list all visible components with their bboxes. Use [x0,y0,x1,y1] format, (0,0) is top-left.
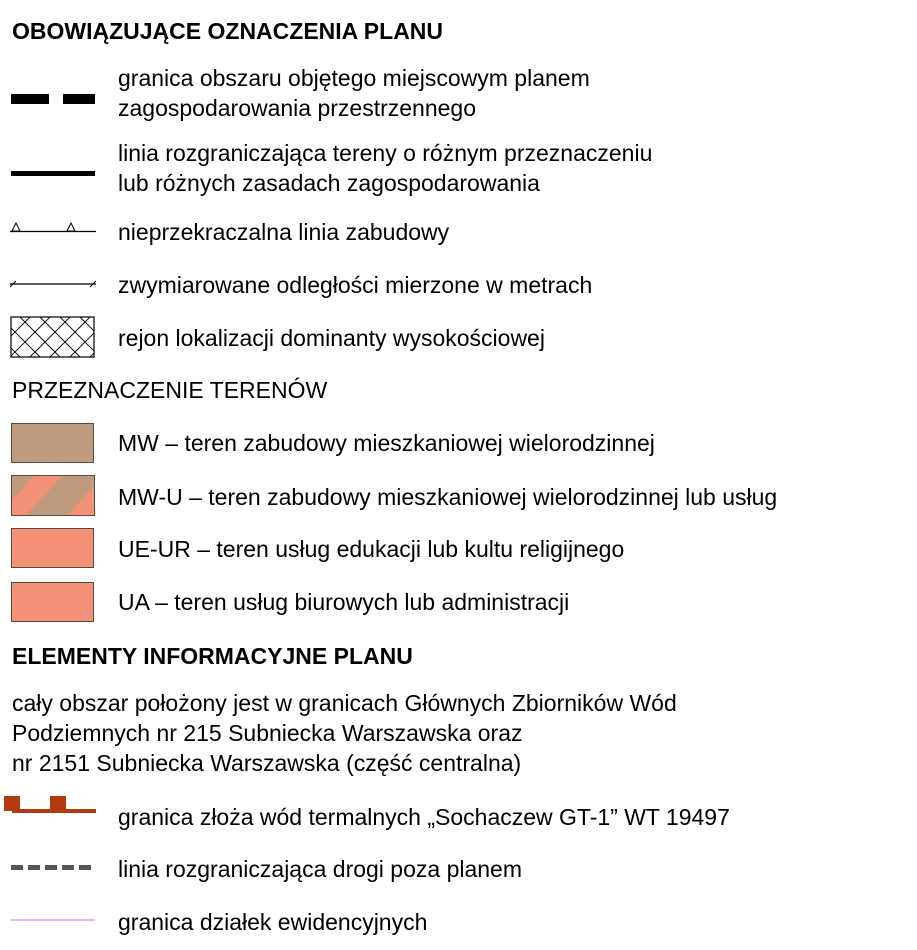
note-line: nr 2151 Subniecka Warszawska (część centralna) [12,750,522,776]
legend-label-line: granica obszaru objętego miejscowym planem [118,65,590,91]
legend-item-demarcation-line [118,138,652,198]
legend-item-ua: UA – teren usług biurowych lub administracji [118,589,570,615]
building-line-triangles-icon [10,218,98,234]
groundwater-reservoir-note [12,688,677,778]
legend-item-dominant-region [118,323,545,353]
legend-item-building-line [118,217,449,247]
legend-label-line: rejon lokalizacji dominanty wysokościowej [118,325,545,351]
parcel-boundary-pink-icon [10,918,96,922]
section-title-obligatory: OBOWIĄZUJĄCE OZNACZENIA PLANU [12,18,444,44]
swatch-ua-icon [11,582,94,622]
thermal-deposit-boundary-icon [4,796,96,816]
swatch-mw-u-striped-icon [11,475,95,516]
legend-item-dimension [118,270,592,300]
swatch-ue-ur-icon [11,528,94,568]
legend-item-plan-boundary [118,63,590,123]
note-line: cały obszar położony jest w granicach Głównych Zbiorników Wód [12,690,677,716]
legend-item-mw-u: MW-U – teren zabudowy mieszkaniowej wielorodzinnej lub usług [118,484,778,510]
legend-label-line: nieprzekraczalna linia zabudowy [118,219,450,245]
road-demarcation-dashed-icon [10,864,96,872]
legend-item-parcel-boundary: granica działek ewidencyjnych [118,909,428,935]
legend-item-mw: MW – teren zabudowy mieszkaniowej wielorodzinnej [118,430,655,456]
legend-item-ue-ur: UE-UR – teren usług edukacji lub kultu religijnego [118,536,625,562]
section-title-informational: ELEMENTY INFORMACYJNE PLANU [12,643,413,669]
demarcation-solid-line-icon [10,170,96,178]
note-line: Podziemnych nr 215 Subniecka Warszawska oraz [12,720,523,746]
section-title-land-use: PRZEZNACZENIE TERENÓW [12,377,328,403]
legend-label-line: zagospodarowania przestrzennego [118,95,477,121]
swatch-mw-icon [11,423,94,463]
legend-item-thermal-deposit: granica złoża wód termalnych „Sochaczew GT-1” WT 19497 [118,804,730,830]
plan-boundary-dashed-line-icon [10,93,96,105]
crosshatch-dominant-icon [10,316,96,358]
legend-label-line: linia rozgraniczająca tereny o różnym przeznaczeniu [118,140,653,166]
legend-label-line: lub różnych zasadach zagospodarowania [118,170,540,196]
legend-item-road-demarcation: linia rozgraniczająca drogi poza planem [118,856,523,882]
dimension-line-icon [10,278,98,290]
legend-label-line: zwymiarowane odległości mierzone w metrach [118,272,593,298]
